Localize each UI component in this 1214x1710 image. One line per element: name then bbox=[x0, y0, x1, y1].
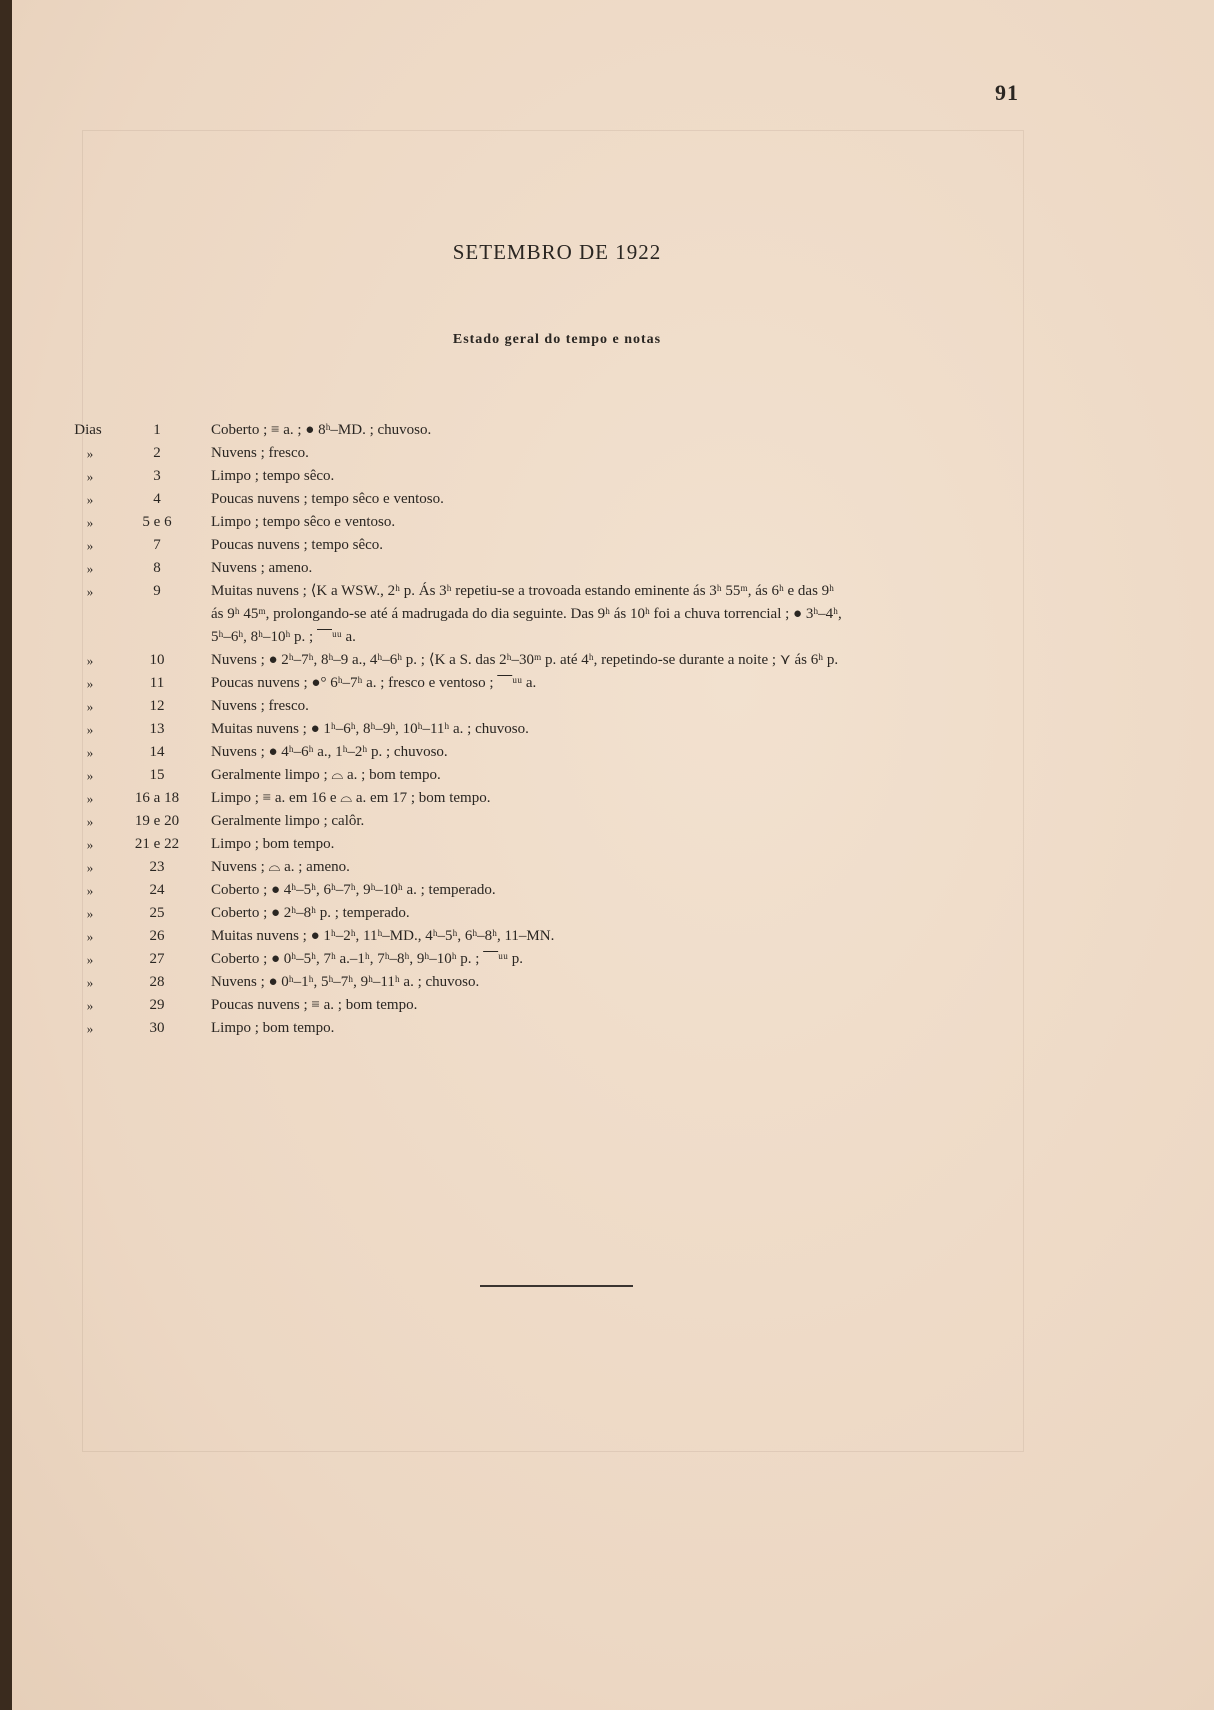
note-line: Coberto ; ● 4ʰ–5ʰ, 6ʰ–7ʰ, 9ʰ–10ʰ a. ; temperado. bbox=[211, 882, 496, 898]
note-line: Limpo ; bom tempo. bbox=[211, 1020, 335, 1036]
day-number: 25 bbox=[149, 905, 165, 921]
ditto-mark: » bbox=[86, 446, 94, 461]
note-line: Limpo ; tempo sêco. bbox=[211, 468, 335, 484]
list-item bbox=[12, 534, 1214, 557]
page-title: SETEMBRO DE 1922 bbox=[452, 240, 662, 264]
list-item bbox=[12, 764, 1214, 787]
note-line: Poucas nuvens ; tempo sêco. bbox=[211, 537, 384, 553]
list-item bbox=[12, 419, 1214, 442]
weather-note bbox=[211, 442, 1031, 465]
document-page bbox=[12, 0, 1214, 1710]
ditto-mark: » bbox=[86, 469, 94, 484]
ditto-mark: » bbox=[86, 814, 94, 829]
note-line: Muitas nuvens ; ● 1ʰ–6ʰ, 8ʰ–9ʰ, 10ʰ–11ʰ a. ; chuvoso. bbox=[211, 721, 529, 737]
day-number: 2 bbox=[153, 445, 161, 461]
dias-label: Dias bbox=[74, 422, 102, 438]
weather-note bbox=[211, 488, 1031, 511]
list-item bbox=[12, 511, 1214, 534]
weather-note bbox=[211, 534, 1031, 557]
ditto-mark: » bbox=[86, 768, 94, 783]
list-item bbox=[12, 1017, 1214, 1040]
list-item bbox=[12, 695, 1214, 718]
weather-note bbox=[211, 695, 1031, 718]
day-number: 29 bbox=[149, 997, 165, 1013]
day-number: 23 bbox=[149, 859, 165, 875]
ditto-mark: » bbox=[86, 952, 94, 967]
weather-note bbox=[211, 971, 1031, 994]
note-line: Muitas nuvens ; ⟨K a WSW., 2ʰ p. Ás 3ʰ repetiu-se a trovoada estando eminente ás 3ʰ 55ᵐ, ás 6ʰ e das 9ʰ bbox=[211, 583, 834, 599]
weather-note bbox=[211, 994, 1031, 1017]
note-line: Limpo ; ≡ a. em 16 e ⌓ a. em 17 ; bom tempo. bbox=[211, 790, 491, 806]
day-number: 28 bbox=[149, 974, 165, 990]
note-line: Coberto ; ● 0ʰ–5ʰ, 7ʰ a.–1ʰ, 7ʰ–8ʰ, 9ʰ–10ʰ p. ; ⎺ᵘᵘ p. bbox=[211, 951, 524, 967]
day-number: 21 e 22 bbox=[134, 836, 180, 852]
list-item bbox=[12, 948, 1214, 971]
weather-note bbox=[211, 902, 1031, 925]
day-number: 7 bbox=[153, 537, 161, 553]
ditto-mark: » bbox=[86, 584, 94, 599]
list-item bbox=[12, 672, 1214, 695]
list-item bbox=[12, 488, 1214, 511]
day-number: 5 e 6 bbox=[142, 514, 172, 530]
day-number: 3 bbox=[153, 468, 161, 484]
note-line: Nuvens ; ● 4ʰ–6ʰ a., 1ʰ–2ʰ p. ; chuvoso. bbox=[211, 744, 448, 760]
weather-note bbox=[211, 810, 1031, 833]
list-item bbox=[12, 718, 1214, 741]
weather-notes-list bbox=[12, 419, 1214, 1040]
ditto-mark: » bbox=[86, 492, 94, 507]
day-number: 24 bbox=[149, 882, 165, 898]
note-line: 5ʰ–6ʰ, 8ʰ–10ʰ p. ; ⎺ᵘᵘ a. bbox=[211, 629, 356, 645]
weather-note bbox=[211, 718, 1031, 741]
list-item bbox=[12, 580, 1214, 649]
day-number: 10 bbox=[149, 652, 165, 668]
ditto-mark: » bbox=[86, 722, 94, 737]
list-item bbox=[12, 465, 1214, 488]
weather-note bbox=[211, 787, 1031, 810]
day-number: 8 bbox=[153, 560, 161, 576]
day-number: 13 bbox=[149, 721, 165, 737]
ditto-mark: » bbox=[86, 653, 94, 668]
day-number: 12 bbox=[149, 698, 165, 714]
ditto-mark: » bbox=[86, 791, 94, 806]
ditto-mark: » bbox=[86, 676, 94, 691]
weather-note bbox=[211, 649, 1031, 672]
list-item bbox=[12, 741, 1214, 764]
note-line: Poucas nuvens ; ●° 6ʰ–7ʰ a. ; fresco e ventoso ; ⎺ᵘᵘ a. bbox=[211, 675, 537, 691]
day-number: 19 e 20 bbox=[134, 813, 180, 829]
list-item bbox=[12, 856, 1214, 879]
note-line: Coberto ; ≡ a. ; ● 8ʰ–MD. ; chuvoso. bbox=[211, 422, 432, 438]
list-item bbox=[12, 879, 1214, 902]
weather-note bbox=[211, 764, 1031, 787]
note-line: Geralmente limpo ; calôr. bbox=[211, 813, 365, 829]
note-line: Coberto ; ● 2ʰ–8ʰ p. ; temperado. bbox=[211, 905, 410, 921]
list-item bbox=[12, 442, 1214, 465]
note-line: Nuvens ; ameno. bbox=[211, 560, 313, 576]
note-line: Nuvens ; ● 2ʰ–7ʰ, 8ʰ–9 a., 4ʰ–6ʰ p. ; ⟨K a S. das 2ʰ–30ᵐ p. até 4ʰ, repetindo-se durante a noite ; ⋎ ás 6ʰ p. bbox=[211, 652, 839, 668]
ditto-mark: » bbox=[86, 860, 94, 875]
ditto-mark: » bbox=[86, 538, 94, 553]
list-item bbox=[12, 925, 1214, 948]
ditto-mark: » bbox=[86, 929, 94, 944]
weather-note bbox=[211, 672, 1031, 695]
weather-note bbox=[211, 741, 1031, 764]
day-number: 4 bbox=[153, 491, 161, 507]
day-number: 16 a 18 bbox=[134, 790, 180, 806]
weather-note bbox=[211, 465, 1031, 488]
note-line: Muitas nuvens ; ● 1ʰ–2ʰ, 11ʰ–MD., 4ʰ–5ʰ, 6ʰ–8ʰ, 11–MN. bbox=[211, 928, 555, 944]
ditto-mark: » bbox=[86, 745, 94, 760]
weather-note bbox=[211, 879, 1031, 902]
note-line: Nuvens ; ⌓ a. ; ameno. bbox=[211, 859, 350, 875]
day-number: 30 bbox=[149, 1020, 165, 1036]
ditto-mark: » bbox=[86, 906, 94, 921]
note-line: Nuvens ; ● 0ʰ–1ʰ, 5ʰ–7ʰ, 9ʰ–11ʰ a. ; chuvoso. bbox=[211, 974, 480, 990]
list-item bbox=[12, 994, 1214, 1017]
list-item bbox=[12, 833, 1214, 856]
ditto-mark: » bbox=[86, 561, 94, 576]
list-item bbox=[12, 649, 1214, 672]
weather-note bbox=[211, 1017, 1031, 1040]
ditto-mark: » bbox=[86, 998, 94, 1013]
note-line: ás 9ʰ 45ᵐ, prolongando-se até á madrugada do dia seguinte. Das 9ʰ ás 10ʰ foi a chuva torrencial ; ● 3ʰ–4ʰ, bbox=[211, 606, 842, 622]
closing-rule bbox=[480, 1285, 633, 1287]
weather-note bbox=[211, 557, 1031, 580]
weather-note bbox=[211, 580, 1031, 649]
note-line: Limpo ; bom tempo. bbox=[211, 836, 335, 852]
day-number: 9 bbox=[153, 583, 161, 599]
note-line: Geralmente limpo ; ⌓ a. ; bom tempo. bbox=[211, 767, 441, 783]
list-item bbox=[12, 902, 1214, 925]
day-number: 1 bbox=[153, 422, 161, 438]
day-number: 15 bbox=[149, 767, 165, 783]
day-number: 11 bbox=[149, 675, 165, 691]
weather-note bbox=[211, 833, 1031, 856]
weather-note bbox=[211, 948, 1031, 971]
day-number: 27 bbox=[149, 951, 165, 967]
weather-note bbox=[211, 925, 1031, 948]
day-number: 14 bbox=[149, 744, 165, 760]
list-item bbox=[12, 557, 1214, 580]
note-line: Limpo ; tempo sêco e ventoso. bbox=[211, 514, 396, 530]
ditto-mark: » bbox=[86, 1021, 94, 1036]
note-line: Poucas nuvens ; ≡ a. ; bom tempo. bbox=[211, 997, 418, 1013]
ditto-mark: » bbox=[86, 837, 94, 852]
weather-note bbox=[211, 856, 1031, 879]
note-line: Nuvens ; fresco. bbox=[211, 445, 309, 461]
ditto-mark: » bbox=[86, 515, 94, 530]
section-subtitle: Estado geral do tempo e notas bbox=[452, 332, 662, 347]
ditto-mark: » bbox=[86, 699, 94, 714]
list-item bbox=[12, 810, 1214, 833]
weather-note bbox=[211, 419, 1031, 442]
note-line: Poucas nuvens ; tempo sêco e ventoso. bbox=[211, 491, 444, 507]
ditto-mark: » bbox=[86, 883, 94, 898]
page-number: 91 bbox=[995, 80, 1019, 105]
weather-note bbox=[211, 511, 1031, 534]
day-number: 26 bbox=[149, 928, 165, 944]
note-line: Nuvens ; fresco. bbox=[211, 698, 309, 714]
list-item bbox=[12, 971, 1214, 994]
list-item bbox=[12, 787, 1214, 810]
ditto-mark: » bbox=[86, 975, 94, 990]
